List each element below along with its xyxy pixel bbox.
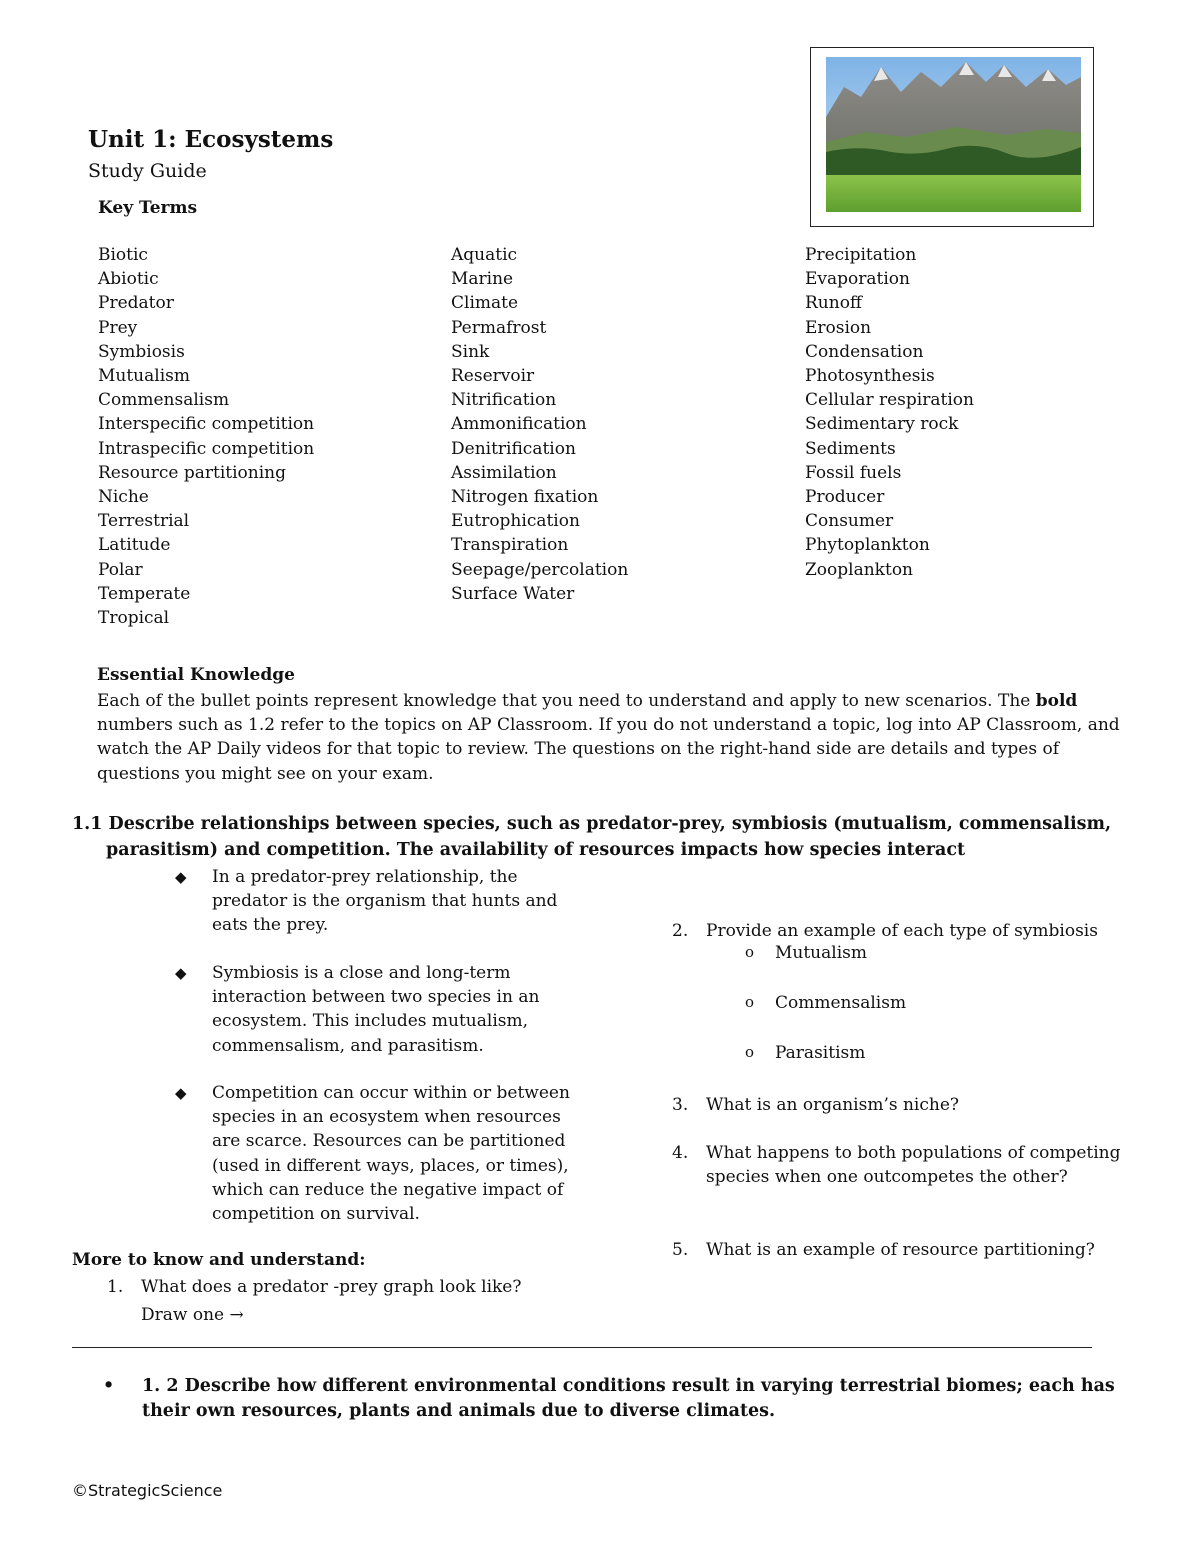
subitem-text: Mutualism <box>775 943 867 963</box>
key-term: Terrestrial <box>98 511 190 532</box>
section-divider <box>72 1347 1092 1348</box>
key-term: Cellular respiration <box>805 390 974 411</box>
question-number: 4. <box>672 1143 689 1163</box>
key-term: Prey <box>98 317 138 338</box>
key-term: Producer <box>805 487 885 508</box>
question-text: What does a predator -prey graph look like? <box>141 1277 522 1297</box>
key-term: Fossil fuels <box>805 462 902 483</box>
key-term: Nitrification <box>451 390 557 411</box>
question-number: 3. <box>672 1095 689 1115</box>
key-term: Condensation <box>805 341 924 362</box>
key-term: Intraspecific competition <box>98 438 315 459</box>
question-text: Provide an example of each type of symbiosis <box>706 921 1098 941</box>
key-term: Reservoir <box>451 366 535 387</box>
circle-bullet-icon: o <box>745 1043 755 1061</box>
diamond-bullet-icon: ◆ <box>175 964 187 982</box>
key-term: Precipitation <box>805 245 917 265</box>
page-subtitle: Study Guide <box>88 160 207 182</box>
header-photo-frame <box>810 47 1094 227</box>
diamond-bullet-icon: ◆ <box>175 1084 187 1102</box>
key-term: Interspecific competition <box>98 414 315 435</box>
question-number: 1. <box>107 1277 124 1297</box>
question-number: 5. <box>672 1240 689 1260</box>
key-term: Latitude <box>98 535 171 556</box>
key-term: Seepage/percolation <box>451 559 629 580</box>
ek-bold-word: bold <box>1035 691 1078 711</box>
key-term: Sedimentary rock <box>805 414 959 435</box>
key-term: Nitrogen fixation <box>451 487 599 508</box>
key-term: Runoff <box>805 293 863 314</box>
key-term: Niche <box>98 487 149 508</box>
key-term: Sink <box>451 341 490 362</box>
more-to-know-heading: More to know and understand: <box>72 1250 366 1270</box>
key-terms-column-2 <box>451 243 628 606</box>
circle-bullet-icon: o <box>745 993 755 1011</box>
question-2 <box>672 919 1132 943</box>
question-1 <box>107 1275 567 1299</box>
ek-text-part: Each of the bullet points represent knowledge that you need to understand and apply to new scenarios. The <box>97 691 1036 711</box>
circle-bullet-icon: o <box>745 943 755 961</box>
bullet-text: Competition can occur within or between species in an ecosystem when resources are scarce. Resources can be partitioned (used in different ways, places, or times), which can reduce the negative impact of competition on survival. <box>212 1083 570 1225</box>
question-text: What is an organism’s niche? <box>706 1095 960 1115</box>
key-term: Marine <box>451 269 514 290</box>
key-terms-heading: Key Terms <box>98 198 198 218</box>
footer-copyright: ©StrategicScience <box>72 1481 223 1500</box>
key-term: Climate <box>451 293 519 314</box>
key-term: Surface Water <box>451 583 575 604</box>
key-term: Tropical <box>98 608 170 629</box>
key-term: Phytoplankton <box>805 535 930 556</box>
key-term: Zooplankton <box>805 559 914 580</box>
key-term: Symbiosis <box>98 341 185 362</box>
key-term: Biotic <box>98 245 148 265</box>
essential-knowledge-body <box>97 689 1137 786</box>
subitem-text: Parasitism <box>775 1043 866 1063</box>
section-title-line: parasitism) and competition. The availability of resources impacts how species interact <box>106 840 966 860</box>
section-1-1-title <box>72 811 1132 863</box>
question-3 <box>672 1093 1132 1117</box>
bullet-dot-icon: • <box>103 1376 115 1396</box>
key-term: Evaporation <box>805 269 910 290</box>
subitem-text: Commensalism <box>775 993 907 1013</box>
ek-text-part: numbers such as 1.2 refer to the topics on AP Classroom. If you do not understand a topic, log into AP Classroom, and watch the AP Daily videos for that topic to review. The questions on the right-hand side are details and types of questions you might see on your exam. <box>97 715 1120 784</box>
question-4 <box>672 1141 1142 1189</box>
key-term: Temperate <box>98 583 191 604</box>
key-term: Permafrost <box>451 317 547 338</box>
question-number: 2. <box>672 921 689 941</box>
key-term: Sediments <box>805 438 896 459</box>
question-5 <box>672 1238 1142 1262</box>
key-term: Consumer <box>805 511 894 532</box>
section-title-line: 1.1 Describe relationships between species, such as predator-prey, symbiosis (mutualism, commensalism, <box>72 814 1112 834</box>
key-term: Mutualism <box>98 366 190 387</box>
page-title: Unit 1: Ecosystems <box>88 126 334 153</box>
bullet-text: In a predator-prey relationship, the predator is the organism that hunts and eats the prey. <box>212 867 558 936</box>
diamond-bullet-icon: ◆ <box>175 868 187 886</box>
key-term: Ammonification <box>451 414 587 435</box>
key-term: Assimilation <box>451 462 557 483</box>
key-terms-column-3 <box>805 243 974 582</box>
key-term: Photosynthesis <box>805 366 935 387</box>
key-terms-column-1 <box>98 243 314 630</box>
key-term: Predator <box>98 293 174 314</box>
question-text: What is an example of resource partitioning? <box>706 1240 1095 1260</box>
key-term: Resource partitioning <box>98 462 287 483</box>
key-term: Transpiration <box>451 535 569 556</box>
draw-one-prompt: Draw one → <box>141 1305 244 1325</box>
key-term: Eutrophication <box>451 511 580 532</box>
bullet-text: Symbiosis is a close and long-term interaction between two species in an ecosystem. This includes mutualism, commensalism, and parasitism. <box>212 963 540 1056</box>
essential-knowledge-heading: Essential Knowledge <box>97 665 295 685</box>
key-term: Denitrification <box>451 438 576 459</box>
question-text: What happens to both populations of competing <box>706 1143 1121 1163</box>
key-term: Aquatic <box>451 245 518 265</box>
key-term: Polar <box>98 559 143 580</box>
key-term: Commensalism <box>98 390 230 411</box>
question-text: species when one outcompetes the other? <box>706 1167 1068 1187</box>
key-term: Erosion <box>805 317 872 338</box>
section-1-2-text: 1. 2 Describe how different environmental conditions result in varying terrestrial biomes; each has their own resources, plants and animals due to diverse climates. <box>142 1376 1115 1421</box>
mountain-landscape-image <box>826 57 1081 212</box>
key-term: Abiotic <box>98 269 159 290</box>
